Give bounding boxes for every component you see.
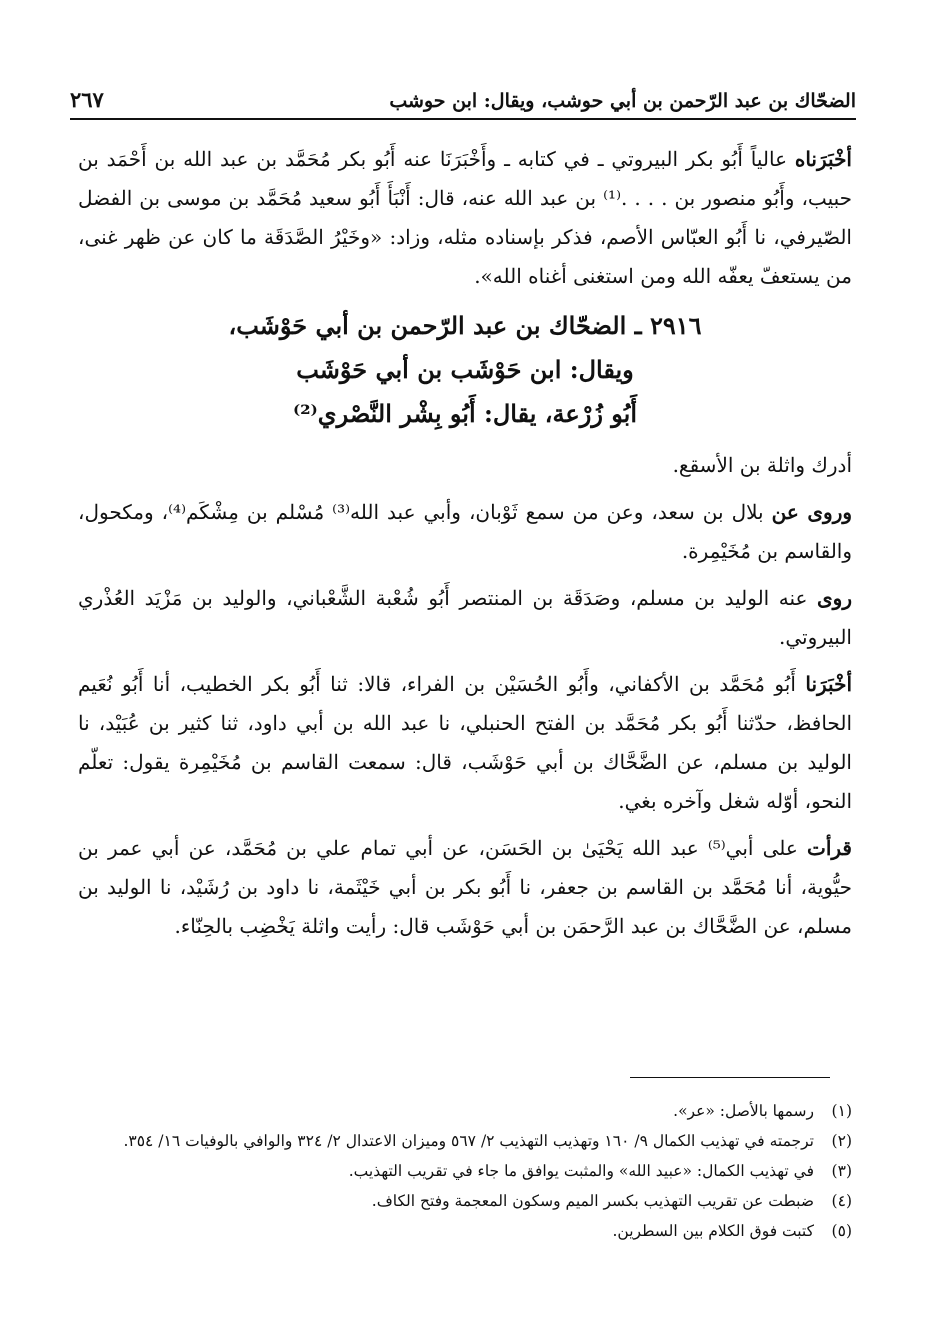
entry-heading-line-3: أَبُو زُرْعة، يقال: أَبُو بِشْر النَّصْري⁽²⁾ [292,399,638,428]
main-text [78,140,852,954]
paragraph-lead: قرأت [807,836,852,860]
footnote [78,1156,852,1186]
paragraph [78,829,852,946]
paragraph [78,493,852,571]
footnote-number: (٣) [831,1162,852,1180]
footnotes [78,1096,852,1246]
footnote [78,1126,852,1156]
footnote-text: رسمها بالأصل: «عر». [673,1102,814,1120]
paragraph-lead: أخْبَرَناه [794,147,852,171]
footnote-text: كتبت فوق الكلام بين السطرين. [612,1222,814,1240]
paragraph [78,665,852,821]
entry-heading [78,304,852,436]
footnote-text: ضبطت عن تقريب التهذيب بكسر الميم وسكون المعجمة وفتح الكاف. [371,1192,814,1210]
paragraph [78,446,852,485]
footnote-text: ترجمته في تهذيب الكمال ٩/ ١٦٠ وتهذيب التهذيب ٢/ ٥٦٧ وميزان الاعتدال ٢/ ٣٢٤ والوافي بالوفيات ١٦/ ٣٥٤. [123,1132,814,1150]
paragraph-lead: أخْبَرَنا [805,672,852,696]
running-header [70,72,856,120]
page-number: ٢٦٧ [70,87,104,112]
footnote [78,1096,852,1126]
entry-heading-line-2: ويقال: ابن حَوْشَب بن أبي حَوْشَب [296,355,634,384]
footnote-text: في تهذيب الكمال: «عبيد الله» والمثبت يوافق ما جاء في تقريب التهذيب. [348,1162,814,1180]
paragraph-text: أدرك واثلة بن الأسقع. [672,453,852,477]
paragraph-lead: وروى عن [771,500,853,524]
footnote [78,1216,852,1246]
paragraph [78,579,852,657]
footnote-divider [630,1077,830,1078]
paragraph-text: عنه الوليد بن مسلم، وصَدَقَة بن المنتصر أَبُو شُعْبة الشَّعْباني، والوليد بن مَزْيَد العُذْري البيروتي. [78,586,852,649]
footnote-number: (٢) [831,1132,852,1150]
footnote-number: (٥) [831,1222,852,1240]
paragraph [78,140,852,296]
running-title: الضحّاك بن عبد الرّحمن بن أبي حوشب، ويقال: ابن حوشب [389,90,856,112]
paragraph-text: بلال بن سعد، وعن من سمع ثَوْبان، وأبي عبد الله⁽³⁾ مُسْلم بن مِشْكَم⁽⁴⁾، ومكحول، والقاسم بن مُخَيْمِرة. [78,500,852,563]
paragraph-text: عالياً أَبُو بكر البيروتي ـ في كتابه ـ وأَخْبَرَنَا عنه أَبُو بكر مُحَمَّد بن عبد الله بن أَحْمَد بن حبيب، وأَبُو منصور بن . . . .⁽¹⁾ بن عبد الله عنه، قال: أَنْبَأَ أَبُو سعيد مُحَمَّد بن موسى بن الفضل الصّيرفي، نا أَبُو العبّاس الأصم، فذكر بإسناده مثله، وزاد: «وخَيْرُ الصَّدَقَة ما كان عن ظهر غنى، من يستعفّ يعفّه الله ومن استغنى أغناه الله». [78,147,852,288]
paragraph-lead: روى [817,586,852,610]
paragraph-text: على أبي⁽⁵⁾ عبد الله يَحْيَىٰ بن الحَسَن، عن أبي تمام علي بن مُحَمَّد، عن أبي عمر بن حيُّوية، أنا مُحَمَّد بن القاسم بن جعفر، نا أَبُو بكر بن أبي خَيْثَمة، نا داود بن رُشَيْد، نا الوليد بن مسلم، عن الضَّحَّاك بن عبد الرَّحمَن بن أبي حَوْشَب قال: رأيت واثلة يَخْضِب بالحِنّاء. [78,836,852,938]
footnote-number: (٤) [831,1192,852,1210]
entry-heading-line-1: ٢٩١٦ ـ الضحّاك بن عبد الرّحمن بن أبي حَوْشَب، [228,311,702,340]
paragraph-text: أَبُو مُحَمَّد بن الأكفاني، وأَبُو الحُسَيْن بن الفراء، قالا: ثنا أَبُو بكر الخطيب، أنا أَبُو نُعَيم الحافظ، حدّثنا أَبُو بكر مُحَمَّد بن الفتح الحنبلي، نا عبد الله بن أبي داود، ثنا كثير بن عُبَيْد، نا الوليد بن مسلم، عن الضَّحَّاك بن أبي حَوْشَب، قال: سمعت القاسم بن مُخَيْمِرة يقول: تعلّم النحو، أوّله شغل وآخره بغي. [78,672,852,813]
footnote-number: (١) [831,1102,852,1120]
footnote [78,1186,852,1216]
